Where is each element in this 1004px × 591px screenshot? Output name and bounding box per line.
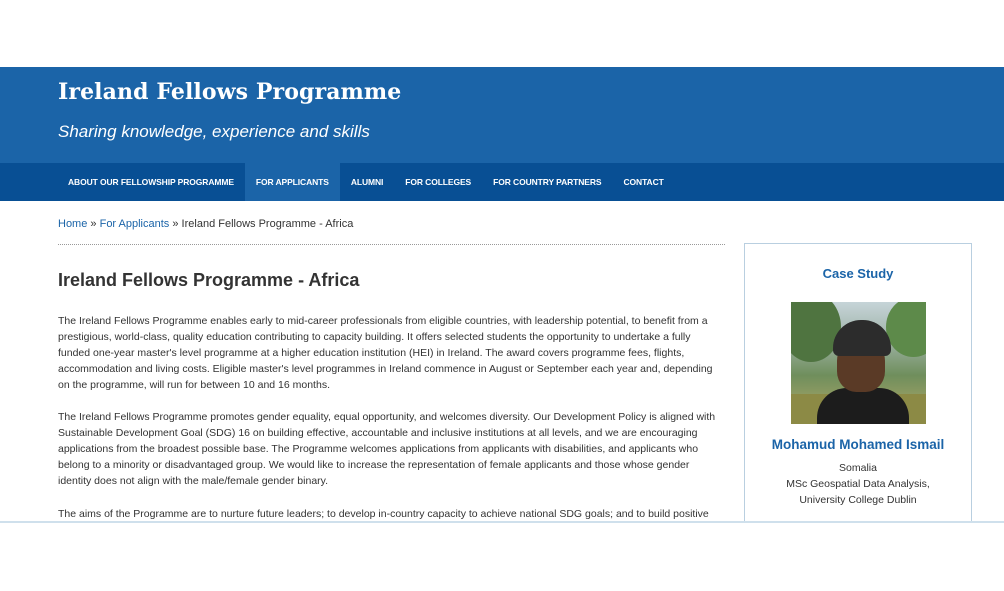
site-title[interactable]: Ireland Fellows Programme (58, 79, 402, 105)
page-title: Ireland Fellows Programme - Africa (58, 270, 360, 290)
intro-paragraph: The Ireland Fellows Programme enables early to mid-career professionals from eligible countries, with leadership potential, to benefit from a prestigious, world-class, quality education contributing to capacity building. It offers selected students the opportunity to undertake a fully funded one-year master's level programme at a higher education institution (HEI) in Ireland. The award covers programme fees, flights, accommodation and living costs. Eligible master's level programmes in Ireland commence in August or September each year and, depending on the programme, will run for between 10 and 16 months. (58, 315, 713, 391)
photo-person-hat (833, 320, 891, 356)
breadcrumb-applicants-link[interactable]: For Applicants (99, 218, 170, 230)
case-study-name[interactable]: Mohamud Mohamed Ismail (771, 437, 945, 452)
case-study-title: Case Study (822, 266, 894, 281)
aims-paragraph: The aims of the Programme are to nurture future leaders; to develop in-country capacity to achieve national SDG goals; and to build positive (58, 508, 709, 520)
breadcrumb-separator: » (90, 218, 97, 230)
diversity-paragraph: The Ireland Fellows Programme promotes gender equality, equal opportunity, and welcomes diversity. Our Development Policy is aligned with Sustainable Development Goal (SDG) 16 on building effective, accountable and inclusive institutions at all levels, and we are encouraging applications from the broadest possible base. The Programme welcomes applications from applicants with disabilities, and applicants who belong to a minority or disadvantaged group. We would like to increase the representation of female applicants and those whose gender identity does not align with the male/female gender binary. (58, 411, 716, 487)
case-study-country: Somalia (839, 462, 877, 474)
photo-person-body (817, 388, 909, 424)
breadcrumb-current: Ireland Fellows Programme - Africa (181, 218, 354, 230)
site-tagline: Sharing knowledge, experience and skills (58, 122, 370, 141)
main-navigation (0, 163, 1004, 201)
case-study-institution: University College Dublin (799, 494, 917, 506)
case-study-course: MSc Geospatial Data Analysis, (786, 478, 930, 490)
breadcrumb-separator: » (172, 218, 179, 230)
photo-tree (886, 302, 926, 357)
nav-item-about-fellowship[interactable]: ABOUT OUR FELLOWSHIP PROGRAMME (68, 177, 234, 187)
nav-item-alumni[interactable]: ALUMNI (350, 177, 384, 187)
nav-item-for-colleges[interactable]: FOR COLLEGES (405, 177, 472, 187)
content-divider (58, 244, 725, 245)
breadcrumb (58, 218, 353, 230)
site-header (0, 67, 1004, 163)
nav-item-contact[interactable]: CONTACT (623, 177, 664, 187)
viewport-bottom-area (0, 523, 1004, 591)
nav-item-country-partners[interactable]: FOR COUNTRY PARTNERS (493, 177, 602, 187)
nav-items (57, 163, 675, 201)
case-study-card (744, 243, 972, 533)
case-study-photo[interactable] (791, 302, 926, 424)
nav-item-for-applicants[interactable]: FOR APPLICANTS (245, 163, 340, 201)
breadcrumb-home-link[interactable]: Home (58, 218, 88, 230)
